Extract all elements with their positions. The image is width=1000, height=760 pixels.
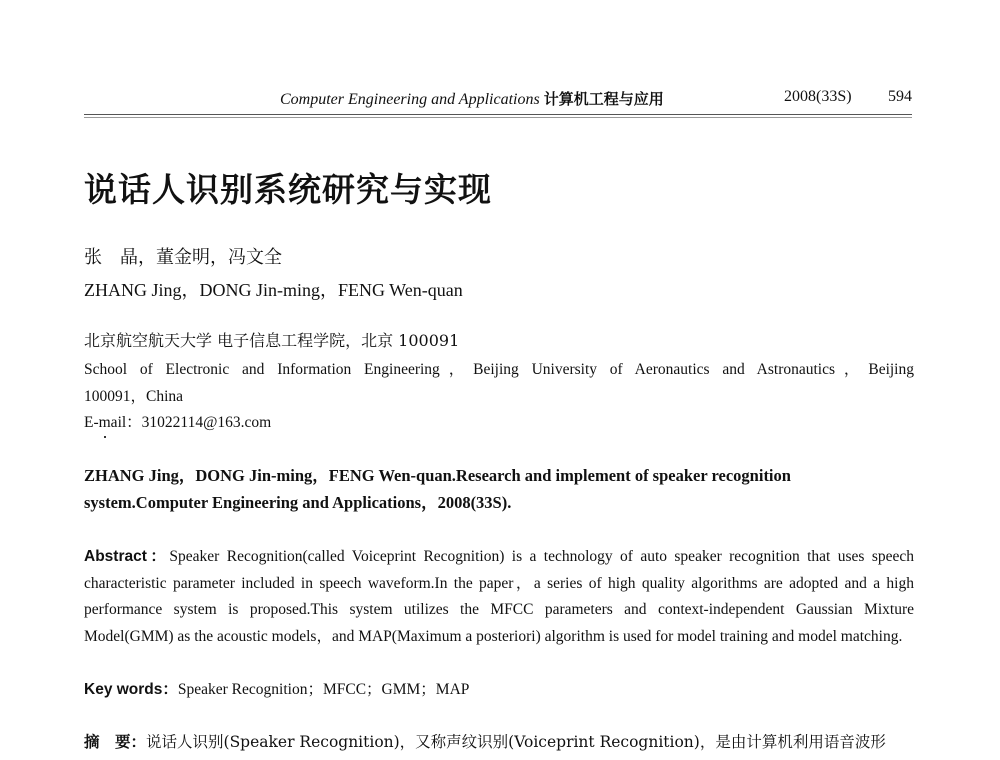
header-rule	[84, 114, 912, 115]
stray-mark	[104, 436, 106, 438]
author-email: E-mail：31022114@163.com	[84, 414, 272, 431]
cn-abstract-text: 说话人识别(Speaker Recognition)，又称声纹识别(Voiceprint Recognition)，是由计算机利用语音波形	[146, 733, 886, 751]
affiliation-chinese: 北京航空航天大学 电子信息工程学院，北京 100091	[84, 331, 460, 350]
abstract-chinese	[84, 729, 914, 755]
affiliation-english-line1: School of Electronic and Information Engineering，Beijing University of Aeronautics and Astronautics，Beijing	[84, 361, 914, 378]
authors-english: ZHANG Jing，DONG Jin-ming，FENG Wen-quan	[84, 280, 463, 300]
journal-name	[280, 88, 664, 109]
citation: ZHANG Jing，DONG Jin-ming，FENG Wen-quan.Research and implement of speaker recognition system.Computer Engineering and Applications，2008(33S).	[84, 466, 791, 512]
affiliation-english-line2: 100091，China	[84, 388, 184, 405]
running-header	[84, 88, 912, 110]
keywords	[84, 677, 469, 699]
keywords-label: Key words：	[84, 681, 178, 698]
paper-title: 说话人识别系统研究与实现	[84, 170, 492, 209]
journal-name-cn: 计算机工程与应用	[543, 90, 664, 108]
page-number: 594	[888, 88, 912, 105]
cn-abstract-label: 摘 要：	[84, 732, 147, 751]
abstract-english	[84, 544, 914, 650]
issue-number: 2008(33S)	[784, 88, 852, 105]
journal-name-en: Computer Engineering and Applications	[280, 91, 540, 108]
header-rule-secondary	[84, 117, 912, 118]
keywords-text: Speaker Recognition；MFCC；GMM；MAP	[177, 681, 470, 698]
abstract-label: Abstract：	[84, 548, 170, 565]
authors-chinese: 张 晶，董金明，冯文全	[84, 247, 282, 268]
abstract-text: Speaker Recognition(called Voiceprint Recognition) is a technology of auto speaker recognition that uses speech characteristic parameter included in speech waveform.In the paper，a series of high quality algorithms are adopted and a high performance system is proposed.This system utilizes the MFCC parameters and context-independent Gaussian Mixture Model(GMM) as the acoustic models，and MAP(Maximum a posteriori) algorithm is used for model training and model matching.	[84, 548, 914, 645]
